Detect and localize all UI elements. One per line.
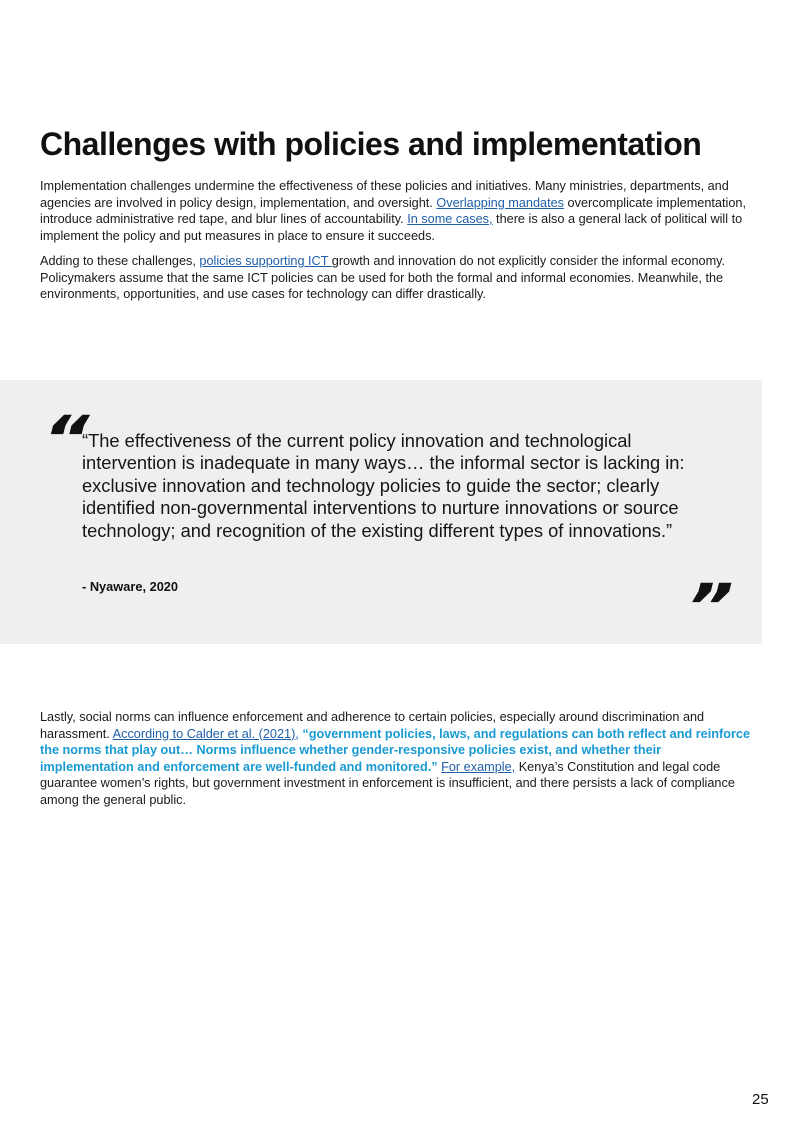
page-number: 25 [752, 1091, 769, 1108]
quote-attribution: - Nyaware, 2020 [82, 579, 179, 594]
intro-text: overcomplicate implementation, introduce administrative red tape, and blur lines of accountability. [40, 195, 746, 226]
close-quote-icon: ” [674, 570, 743, 643]
closing-text: Kenya’s Constitution and legal code guarantee women’s rights, but government investment in enforcement is insufficient, and there persists a lack of compliance among the general public. [40, 759, 735, 807]
open-quote-icon: “ [32, 402, 101, 475]
intro-paragraph-2 [40, 253, 755, 303]
intro-section [40, 178, 755, 312]
for-example-link[interactable]: For example, [441, 759, 516, 774]
closing-text: Lastly, social norms can influence enforcement and adherence to certain policies, especially around discrimination and harassment. [40, 710, 705, 741]
intro-text: Implementation challenges undermine the effectiveness of these policies and initiatives. Many ministries, departments, and agencies are involved in policy design, implementation, and oversight. [40, 179, 729, 210]
in-some-cases-link[interactable]: In some cases, [407, 212, 493, 226]
highlighted-quote: “government policies, laws, and regulations can both reflect and reinforce the norms that play out… Norms influence whether gender-responsive policies exist, and whether their implementation and enforcement are well-funded and monitored.” [40, 726, 751, 774]
intro-paragraph-1 [40, 178, 755, 244]
policies-supporting-ict-link[interactable]: policies supporting ICT [199, 254, 332, 268]
closing-paragraph [40, 709, 752, 808]
page-title: Challenges with policies and implementation [40, 126, 702, 162]
pull-quote-text: “The effectiveness of the current policy innovation and technological intervention is inadequate in many ways… the informal sector is lacking in: exclusive innovation and technology policies to guide the sector; clearly identified non-governmental interventions to nurture innovations or source technology; and recognition of the existing different types of innovations.” [82, 430, 685, 541]
intro-text: growth and innovation do not explicitly consider the informal economy. Policymakers assume that the same ICT policies can be used for both the formal and informal economies. Meanwhile, the environments, opportunities, and use cases for technology can differ drastically. [40, 254, 726, 301]
overlapping-mandates-link[interactable]: Overlapping mandates [436, 195, 565, 210]
intro-text: there is also a general lack of political will to implement the policy and put measures in place to ensure it succeeds. [40, 212, 743, 243]
intro-text: Adding to these challenges, [40, 254, 200, 268]
calder-citation-link[interactable]: According to Calder et al. (2021), [112, 726, 299, 741]
